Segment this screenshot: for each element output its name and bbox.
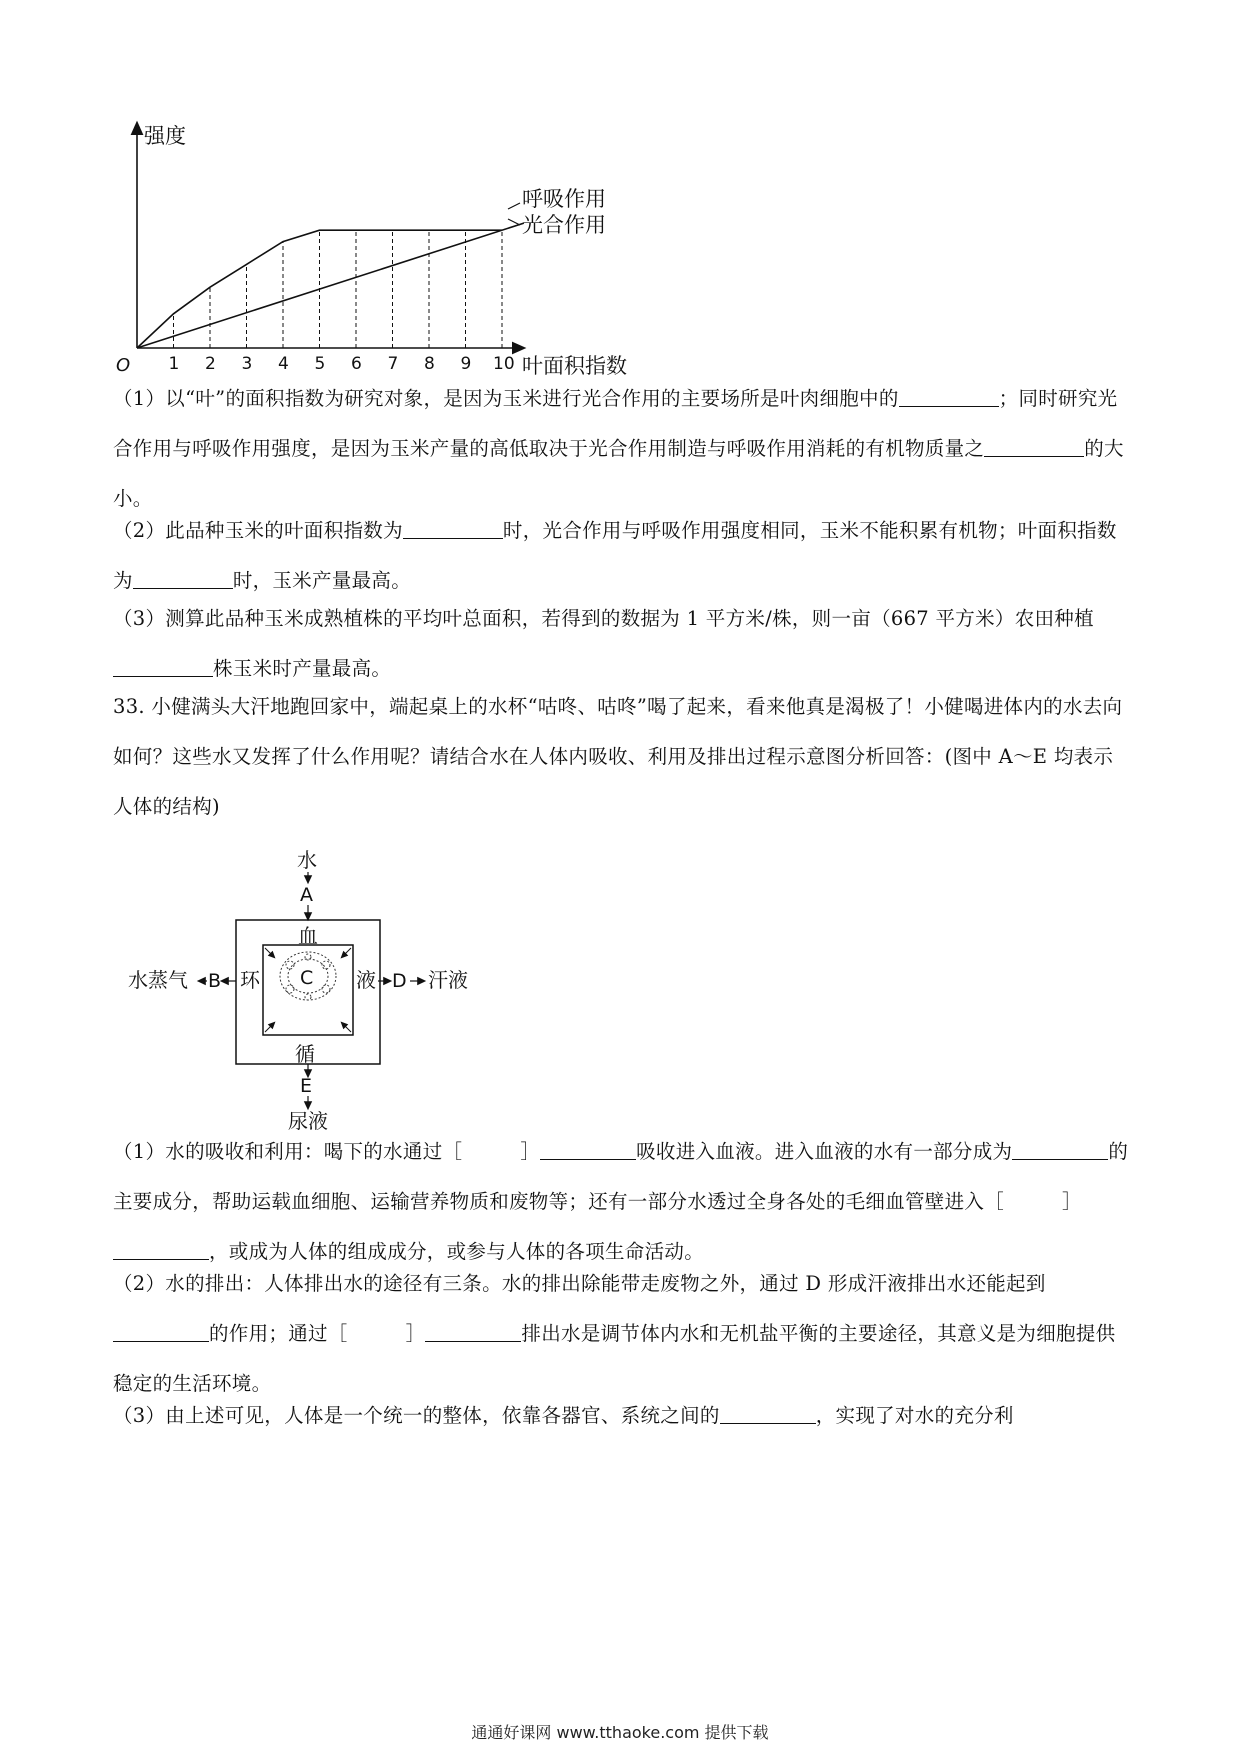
answer-blank[interactable]: [113, 1237, 209, 1260]
y-axis-label: 强度: [144, 124, 186, 148]
label-leader-photosynthesis: [508, 219, 520, 225]
q32-part2: [113, 506, 1133, 606]
label-A: A: [300, 884, 313, 906]
q33-p2-text-c: 排出水是调节体内水和无机盐平衡的主要途径，其意义是为细胞提供稳定的生活环境。: [113, 1322, 1116, 1395]
q32-p1-text-a: （1）以“叶”的面积指数为研究对象，是因为玉米进行光合作用的主要场所是叶肉细胞中的: [113, 387, 899, 410]
q33-intro-text: 33. 小健满头大汗地跑回家中，端起桌上的水杯“咕咚、咕咚”喝了起来，看来他真是渴极了！小健喝进体内的水去向如何？这些水又发挥了什么作用呢？请结合水在人体内吸收、利用及排出过程示意图分析回答：(图中 A～E 均表示人体的结构): [113, 695, 1123, 818]
corner-arrow: [265, 1024, 273, 1032]
q32-p1-text-c: 的大小。: [113, 437, 1124, 510]
q32-p3-text-a: （3）测算此品种玉米成熟植株的平均叶总面积，若得到的数据为 1 平方米/株，则一亩（667 平方米）农田种植: [113, 607, 1094, 630]
answer-blank[interactable]: [425, 1319, 521, 1342]
label-circulation-huan: 环: [240, 968, 260, 992]
q33-p1-bracket: ］: [1062, 1190, 1082, 1213]
answer-blank[interactable]: [403, 516, 503, 539]
photosynthesis-respiration-chart: [100, 115, 740, 395]
corner-arrow: [343, 948, 351, 956]
label-urine: 尿液: [288, 1109, 328, 1133]
q32-part3: [113, 594, 1133, 694]
q33-p3-text-a: （3）由上述可见，人体是一个统一的整体，依靠各器官、系统之间的: [113, 1404, 720, 1427]
series-line-photosynthesis: [137, 223, 524, 348]
q33-part3: [113, 1391, 1133, 1441]
q33-p1-text-d: ，或成为人体的组成成分，或参与人体的各项生命活动。: [209, 1240, 705, 1263]
answer-blank[interactable]: [1012, 1137, 1108, 1160]
label-circulation-ye: 液: [356, 968, 376, 992]
series-label-photosynthesis: 光合作用: [522, 213, 606, 237]
label-sweat: 汗液: [428, 968, 468, 992]
x-tick-label: 8: [424, 354, 435, 374]
q33-p1-text-a: （1）水的吸收和利用：喝下的水通过［: [113, 1140, 463, 1163]
x-tick-label: 4: [278, 354, 289, 374]
q32-p2-text-a: （2）此品种玉米的叶面积指数为: [113, 519, 403, 542]
q33-p1-text-c: 的主要成分，帮助运载血细胞、运输营养物质和废物等；还有一部分水透过全身各处的毛细血管壁进入［: [113, 1140, 1129, 1213]
q33-p2-text-b: 的作用；通过［: [209, 1322, 348, 1345]
q33-part1: [113, 1127, 1133, 1277]
label-leader-respiration: [508, 203, 520, 209]
q32-p3-text-b: 株玉米时产量最高。: [213, 657, 392, 680]
dashed-gridlines: [174, 230, 503, 348]
label-blood: 血: [298, 924, 318, 948]
x-tick-labels: [169, 354, 515, 374]
answer-blank[interactable]: [133, 566, 233, 589]
answer-blank[interactable]: [113, 654, 213, 677]
q33-p1-text-b: 吸收进入血液。进入血液的水有一部分成为: [636, 1140, 1013, 1163]
page-footer: 通通好课网 www.tthaoke.com 提供下载: [471, 1723, 769, 1742]
label-circulation-xun: 循: [295, 1042, 315, 1066]
q33-p2-text-a: （2）水的排出：人体排出水的途径有三条。水的排出除能带走废物之外，通过 D 形成汗液排出水还能起到: [113, 1272, 1046, 1295]
q33-p1-bracket: ］: [520, 1140, 541, 1163]
x-tick-label: 2: [205, 354, 216, 374]
label-C: C: [300, 967, 314, 989]
q32-part1: [113, 374, 1133, 524]
series-label-respiration: 呼吸作用: [522, 187, 606, 211]
x-axis-label: 叶面积指数: [522, 354, 627, 378]
label-water: 水: [297, 848, 317, 872]
label-B: B: [208, 970, 222, 992]
x-tick-label: 3: [241, 354, 253, 374]
q33-p2-bracket: ］: [405, 1322, 426, 1345]
corner-arrow: [343, 1024, 351, 1032]
corner-arrow: [265, 948, 273, 956]
label-E: E: [300, 1075, 313, 1097]
x-tick-label: 6: [351, 354, 362, 374]
answer-blank[interactable]: [720, 1401, 816, 1424]
answer-blank[interactable]: [113, 1319, 209, 1342]
q33-intro: [113, 682, 1133, 832]
q33-part2: [113, 1259, 1133, 1409]
q32-p2-text-b: 时，光合作用与呼吸作用强度相同，玉米不能积累有机物；叶面积指数为: [113, 519, 1117, 592]
q32-p1-text-b: ；同时研究光合作用与呼吸作用强度，是因为玉米产量的高低取决于光合作用制造与呼吸作用消耗的有机物质量之: [113, 387, 1118, 460]
answer-blank[interactable]: [899, 384, 999, 407]
answer-blank[interactable]: [984, 434, 1084, 457]
label-D: D: [392, 970, 407, 992]
q33-p3-text-b: ，实现了对水的充分利: [815, 1404, 1014, 1427]
x-tick-label: 5: [314, 354, 326, 374]
x-tick-label: 7: [387, 354, 399, 374]
x-tick-label: 9: [460, 354, 472, 374]
answer-blank[interactable]: [540, 1137, 636, 1160]
origin-label: O: [116, 355, 131, 376]
q32-p2-text-c: 时，玉米产量最高。: [232, 569, 412, 592]
tissue-box-inner: [263, 945, 353, 1035]
label-water-vapor: 水蒸气: [128, 968, 188, 992]
x-tick-label: 1: [168, 354, 180, 374]
x-tick-label: 10: [493, 354, 515, 374]
water-circulation-diagram: [128, 845, 560, 1135]
